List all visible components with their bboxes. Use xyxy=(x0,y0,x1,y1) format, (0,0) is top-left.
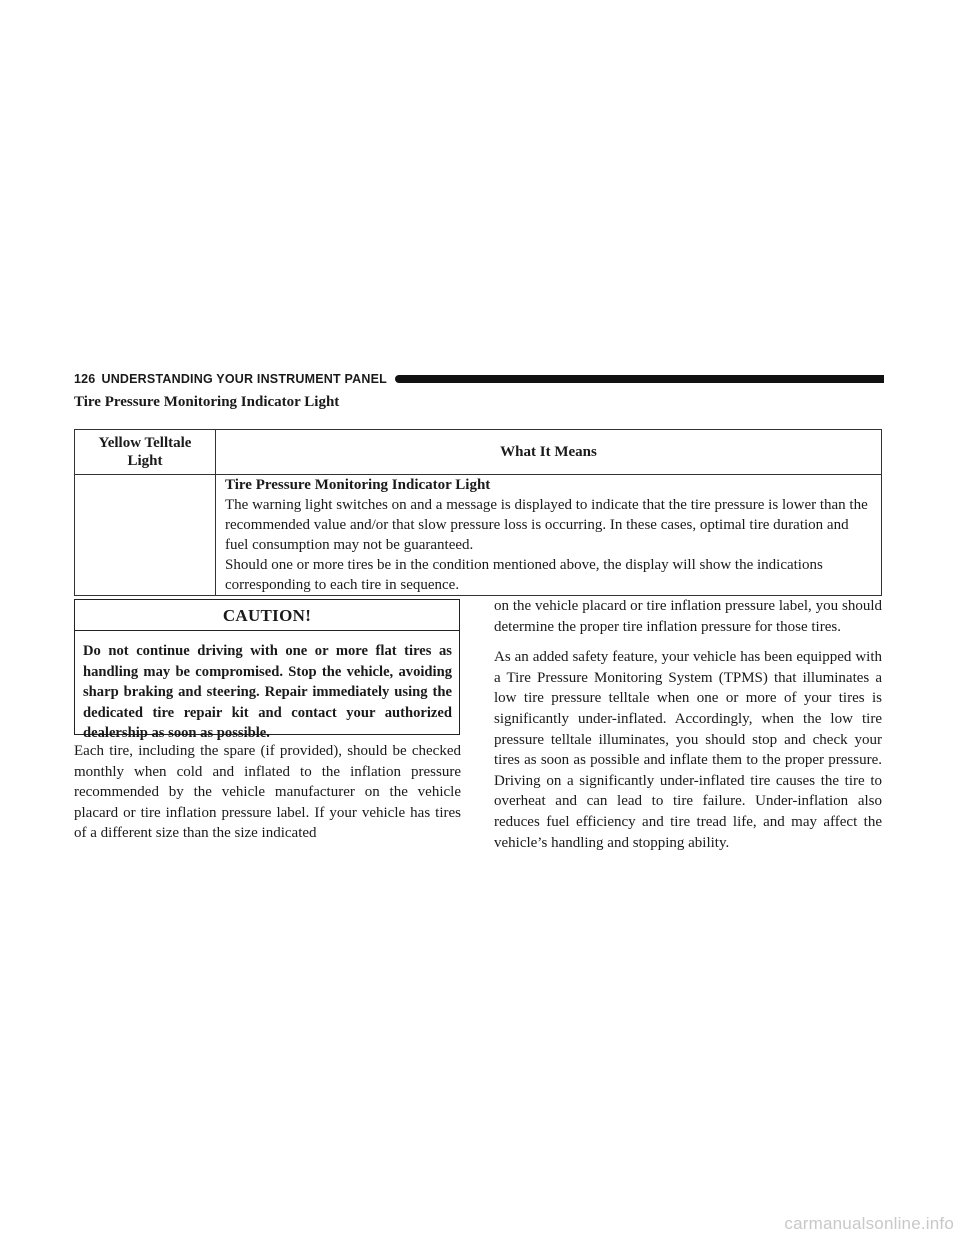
meaning-paragraph-2: Should one or more tires be in the condition mentioned above, the display will show the indications corresponding to each tire in sequence. xyxy=(225,557,823,593)
section-title: Tire Pressure Monitoring Indicator Light xyxy=(74,394,340,410)
table-row xyxy=(75,475,882,596)
chapter-title: UNDERSTANDING YOUR INSTRUMENT PANEL xyxy=(101,372,387,386)
column-header-telltale: Yellow Telltale Light xyxy=(75,430,216,475)
running-header xyxy=(74,371,884,387)
watermark-text: carmanualsonline.info xyxy=(784,1214,954,1233)
left-column xyxy=(74,741,461,844)
column-header-meaning: What It Means xyxy=(216,430,882,475)
body-paragraph-right-2: As an added safety feature, your vehicle has been equipped with a Tire Pressure Monitoring System (TPMS) that illuminates a low tire pressure telltale when one or more of your tires is significantly under-inflated. Accordingly, when the low tire pressure telltale illuminates, you should stop and check your tires as soon as possible and inflate them to the proper pressure. Driving on a significantly under-inflated tire causes the tire to overheat and can lead to tire failure. Under-inflation also reduces fuel efficiency and tire tread life, and may affect the vehicle’s handling and stopping ability. xyxy=(494,649,882,851)
table-header-row xyxy=(75,430,882,475)
right-column xyxy=(494,596,882,853)
caution-text: Do not continue driving with one or more flat tires as handling may be compromised. Stop the vehicle, avoiding sharp braking and steering. Repair immediately using the dedicated tire repair kit and contact your authorized dealership as soon as possible. xyxy=(83,643,452,741)
meaning-paragraph-1: The warning light switches on and a message is displayed to indicate that the tire pressure is lower than the recommended value and/or that slow pressure loss is occurring. In these cases, optimal tire duration and fuel consumption may not be guaranteed. xyxy=(225,497,868,553)
header-rule xyxy=(395,375,884,383)
body-paragraph-left: Each tire, including the spare (if provided), should be checked monthly when cold and inflated to the inflation pressure recommended by the vehicle manufacturer on the vehicle placard or tire inflation pressure label. If your vehicle has tires of a different size than the size indicated xyxy=(74,743,461,842)
telltale-table xyxy=(74,429,882,596)
page-number: 126 xyxy=(74,372,96,386)
caution-box xyxy=(74,599,460,741)
body-paragraph-right-1: on the vehicle placard or tire inflation pressure label, you should determine the proper tire inflation pressure for those tires. xyxy=(494,598,882,635)
caution-title: CAUTION! xyxy=(75,600,459,631)
meaning-cell xyxy=(216,475,882,596)
telltale-icon-cell xyxy=(75,475,216,596)
meaning-title: Tire Pressure Monitoring Indicator Light xyxy=(225,477,491,493)
